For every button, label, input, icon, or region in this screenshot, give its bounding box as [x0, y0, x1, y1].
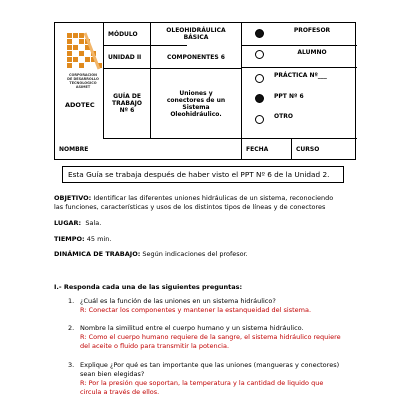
question-text: Nombre la similitud entre el cuerpo humano y un sistema hidráulico. [80, 324, 304, 332]
guia-label: GUÍA DE TRABAJO Nº 6 [112, 93, 142, 114]
unidad-label: UNIDAD II [108, 53, 142, 61]
lugar-value: Sala. [85, 219, 102, 227]
question-item [80, 361, 350, 397]
otro-label: OTRO [274, 112, 293, 120]
unidad-value: COMPONENTES 6 [167, 53, 225, 61]
question-text: Explique ¿Por qué es tan importante que las uniones (mangueras y conectores) [80, 361, 340, 369]
corporation-logo-icon [63, 27, 105, 77]
question-number: 2. [68, 324, 75, 332]
topic-title: Uniones y conectores de un Sistema Oleohidráulico. [166, 89, 226, 118]
question-text: ¿Cuál es la función de las uniones en un sistema hidráulico? [80, 297, 276, 305]
question-item [80, 324, 350, 351]
tiempo-value: 45 min. [86, 235, 112, 243]
alumno-label: ALUMNO [297, 48, 327, 56]
nombre-field[interactable]: NOMBRE [59, 146, 89, 153]
answer-text: R: Conectar los componentes y mantener la estanqueidad del sistema. [80, 306, 312, 314]
ppt-radio[interactable] [255, 94, 264, 103]
otro-radio[interactable] [255, 115, 264, 124]
practica-radio[interactable] [255, 74, 264, 83]
lugar-label: LUGAR: [54, 219, 82, 227]
fecha-field[interactable]: FECHA [246, 146, 269, 153]
header-table [54, 22, 356, 160]
answer-text: circula a través de ellos. [80, 388, 160, 396]
tiempo-line [54, 235, 111, 244]
adotec-label: ADOTEC [65, 101, 95, 109]
modulo-value: OLEOHIDRÁULICA BÁSICA [166, 27, 226, 41]
answer-text: del aceite o fluido para transmitir la potencia. [80, 342, 230, 350]
dinamica-value: Según indicaciones del profesor. [142, 250, 248, 258]
dinamica-line [54, 250, 248, 259]
answer-text: R: Como el cuerpo humano requiere de la sangre, el sistema hidráulico requiere [80, 333, 341, 341]
logo-caption: CORPORACION DE DESARROLLO TECNOLOGICO ASIMET [67, 73, 99, 89]
profesor-label: PROFESOR [293, 26, 331, 34]
alumno-radio[interactable] [255, 50, 264, 59]
curso-field[interactable]: CURSO [296, 146, 320, 153]
dinamica-label: DINÁMICA DE TRABAJO: [54, 250, 141, 258]
question-number: 1. [68, 297, 75, 305]
question-item [80, 297, 350, 315]
modulo-label: MÓDULO [108, 30, 138, 38]
profesor-radio[interactable] [255, 29, 264, 38]
section-title: I.- Responda cada una de las siguientes preguntas: [54, 283, 243, 291]
objetivo-label: OBJETIVO: [54, 194, 92, 202]
answer-text: R: Por la presión que soportan, la temperatura y la cantidad de liquido que [80, 379, 324, 387]
tiempo-label: TIEMPO: [54, 235, 85, 243]
practica-label: PRÁCTICA Nº___ [274, 71, 327, 79]
objetivo-text-2: las funciones, características y usos de los distintos tipos de líneas y de conectores [54, 203, 326, 211]
lugar-line [54, 219, 101, 228]
ppt-label: PPT Nº 6 [274, 92, 304, 100]
objetivo-paragraph [54, 194, 354, 212]
notice-box: Esta Guía se trabaja después de haber visto el PPT Nº 6 de la Unidad 2. [62, 166, 344, 183]
question-text: sean bien elegidas? [80, 370, 145, 378]
objetivo-text-1: Identificar las diferentes uniones hidráulicas de un sistema, reconociendo [93, 194, 334, 202]
question-number: 3. [68, 361, 75, 369]
